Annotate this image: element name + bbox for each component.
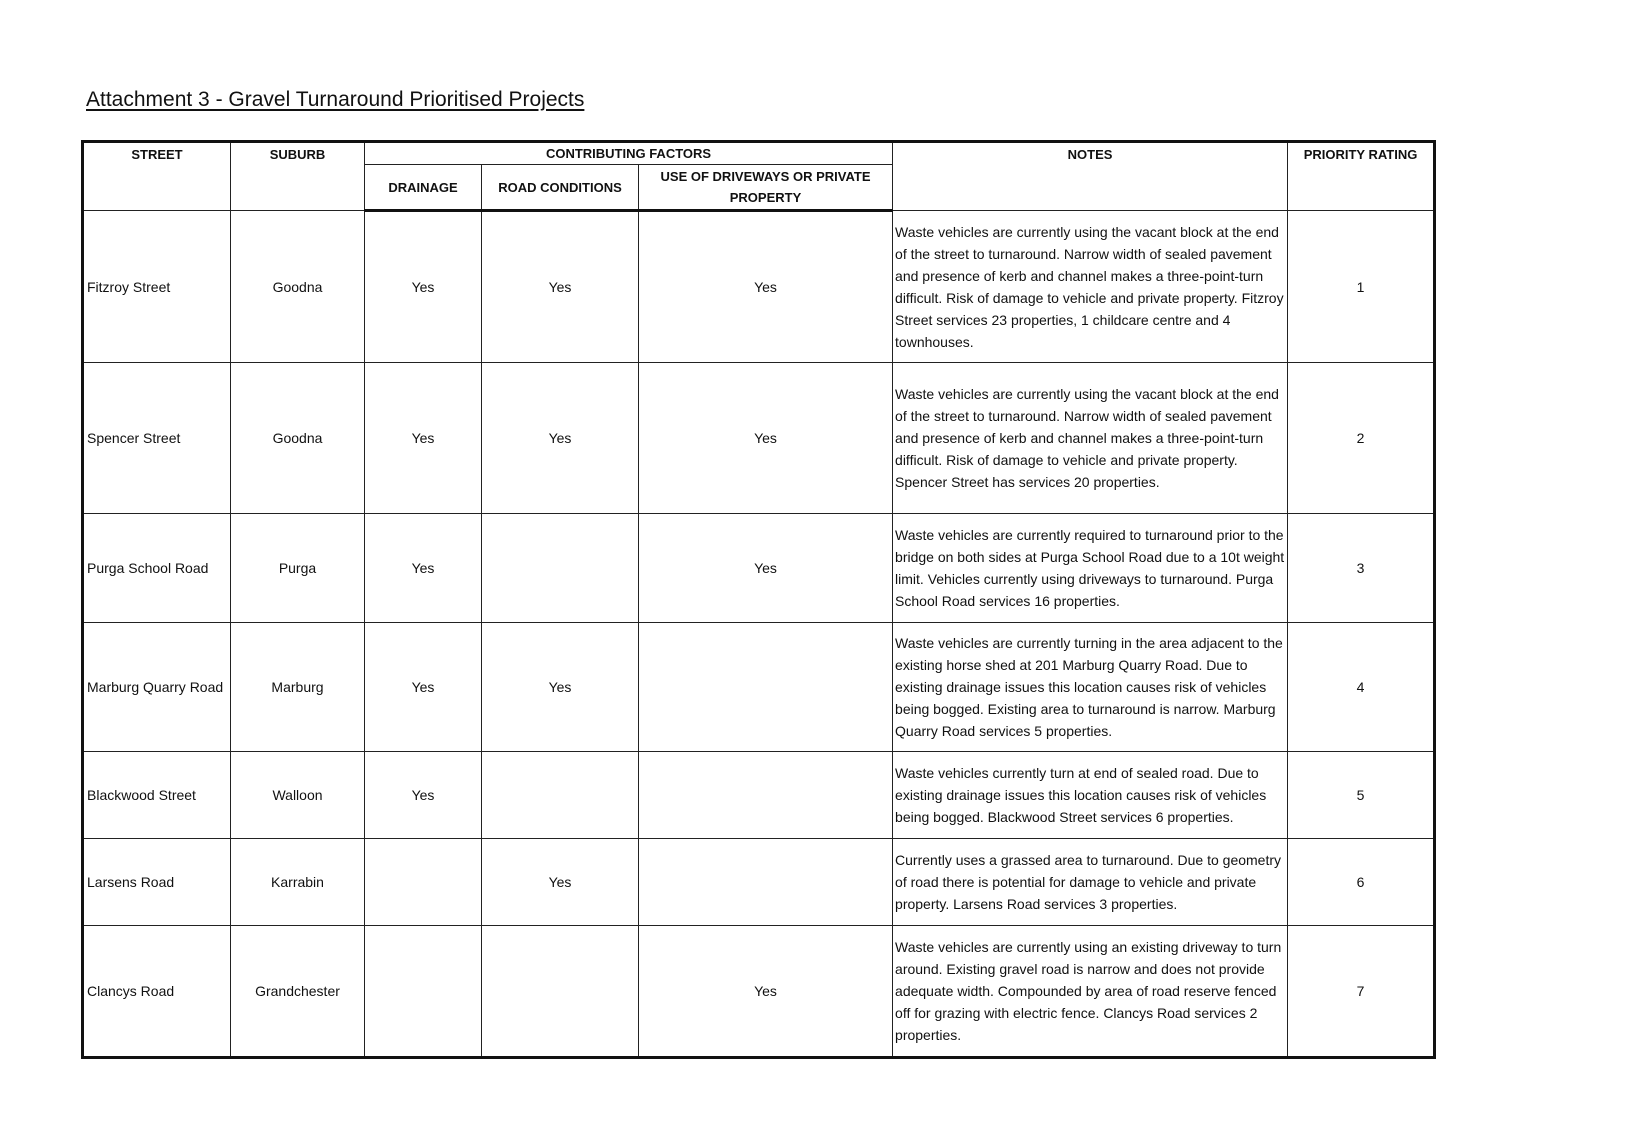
header-street: STREET [83, 142, 231, 211]
cell-suburb: Goodna [231, 363, 365, 514]
cell-street: Blackwood Street [83, 752, 231, 839]
cell-driveways: Yes [639, 926, 893, 1058]
cell-driveways [639, 839, 893, 926]
cell-driveways: Yes [639, 211, 893, 363]
table-row [83, 363, 1435, 514]
cell-street: Fitzroy Street [83, 211, 231, 363]
table-row [83, 623, 1435, 752]
header-notes: NOTES [893, 142, 1288, 211]
cell-drainage: Yes [365, 211, 482, 363]
cell-street: Purga School Road [83, 514, 231, 623]
cell-priority: 6 [1288, 839, 1435, 926]
cell-street: Clancys Road [83, 926, 231, 1058]
cell-priority: 7 [1288, 926, 1435, 1058]
cell-drainage: Yes [365, 752, 482, 839]
cell-priority: 2 [1288, 363, 1435, 514]
cell-notes: Waste vehicles are currently using the vacant block at the end of the street to turnaround. Narrow width of sealed pavement and presence of kerb and channel makes a three-point-turn difficult. Risk of damage to vehicle and private property. Spencer Street has services 20 properties. [893, 363, 1288, 514]
cell-road-conditions: Yes [482, 839, 639, 926]
cell-suburb: Grandchester [231, 926, 365, 1058]
projects-table [81, 140, 1436, 1059]
cell-notes: Waste vehicles are currently using an existing driveway to turn around. Existing gravel road is narrow and does not provide adequate width. Compounded by area of road reserve fenced off for grazing with electric fence. Clancys Road services 2 properties. [893, 926, 1288, 1058]
header-drainage: DRAINAGE [365, 165, 482, 211]
cell-priority: 4 [1288, 623, 1435, 752]
cell-notes: Waste vehicles are currently required to turnaround prior to the bridge on both sides at Purga School Road due to a 10t weight limit. Vehicles currently using driveways to turnaround. Purga School Road services 16 properties. [893, 514, 1288, 623]
cell-road-conditions: Yes [482, 363, 639, 514]
cell-priority: 3 [1288, 514, 1435, 623]
header-contributing-factors: CONTRIBUTING FACTORS [365, 142, 893, 165]
cell-street: Larsens Road [83, 839, 231, 926]
cell-road-conditions [482, 926, 639, 1058]
header-road-conditions: ROAD CONDITIONS [482, 165, 639, 211]
cell-driveways: Yes [639, 514, 893, 623]
table-row [83, 514, 1435, 623]
document-title: Attachment 3 - Gravel Turnaround Prioritised Projects [86, 88, 585, 111]
cell-drainage [365, 926, 482, 1058]
header-suburb: SUBURB [231, 142, 365, 211]
cell-road-conditions: Yes [482, 623, 639, 752]
table-row [83, 839, 1435, 926]
cell-suburb: Goodna [231, 211, 365, 363]
cell-priority: 1 [1288, 211, 1435, 363]
cell-driveways [639, 752, 893, 839]
cell-driveways [639, 623, 893, 752]
cell-suburb: Marburg [231, 623, 365, 752]
cell-road-conditions [482, 752, 639, 839]
cell-road-conditions [482, 514, 639, 623]
table-row [83, 926, 1435, 1058]
table-row [83, 752, 1435, 839]
cell-drainage: Yes [365, 623, 482, 752]
cell-driveways: Yes [639, 363, 893, 514]
cell-road-conditions: Yes [482, 211, 639, 363]
cell-street: Spencer Street [83, 363, 231, 514]
cell-drainage: Yes [365, 363, 482, 514]
cell-suburb: Walloon [231, 752, 365, 839]
cell-priority: 5 [1288, 752, 1435, 839]
cell-notes: Waste vehicles currently turn at end of sealed road. Due to existing drainage issues this location causes risk of vehicles being bogged. Blackwood Street services 6 properties. [893, 752, 1288, 839]
cell-notes: Waste vehicles are currently turning in the area adjacent to the existing horse shed at 201 Marburg Quarry Road. Due to existing drainage issues this location causes risk of vehicles being bogged. Existing area to turnaround is narrow. Marburg Quarry Road services 5 properties. [893, 623, 1288, 752]
cell-drainage [365, 839, 482, 926]
header-priority-rating: PRIORITY RATING [1288, 142, 1435, 211]
cell-drainage: Yes [365, 514, 482, 623]
cell-street: Marburg Quarry Road [83, 623, 231, 752]
cell-suburb: Purga [231, 514, 365, 623]
cell-notes: Waste vehicles are currently using the vacant block at the end of the street to turnaround. Narrow width of sealed pavement and presence of kerb and channel makes a three-point-turn difficult. Risk of damage to vehicle and private property. Fitzroy Street services 23 properties, 1 childcare centre and 4 townhouses. [893, 211, 1288, 363]
table-row [83, 211, 1435, 363]
cell-notes: Currently uses a grassed area to turnaround. Due to geometry of road there is potential for damage to vehicle and private property. Larsens Road services 3 properties. [893, 839, 1288, 926]
cell-suburb: Karrabin [231, 839, 365, 926]
header-driveways: USE OF DRIVEWAYS OR PRIVATE PROPERTY [639, 165, 893, 211]
